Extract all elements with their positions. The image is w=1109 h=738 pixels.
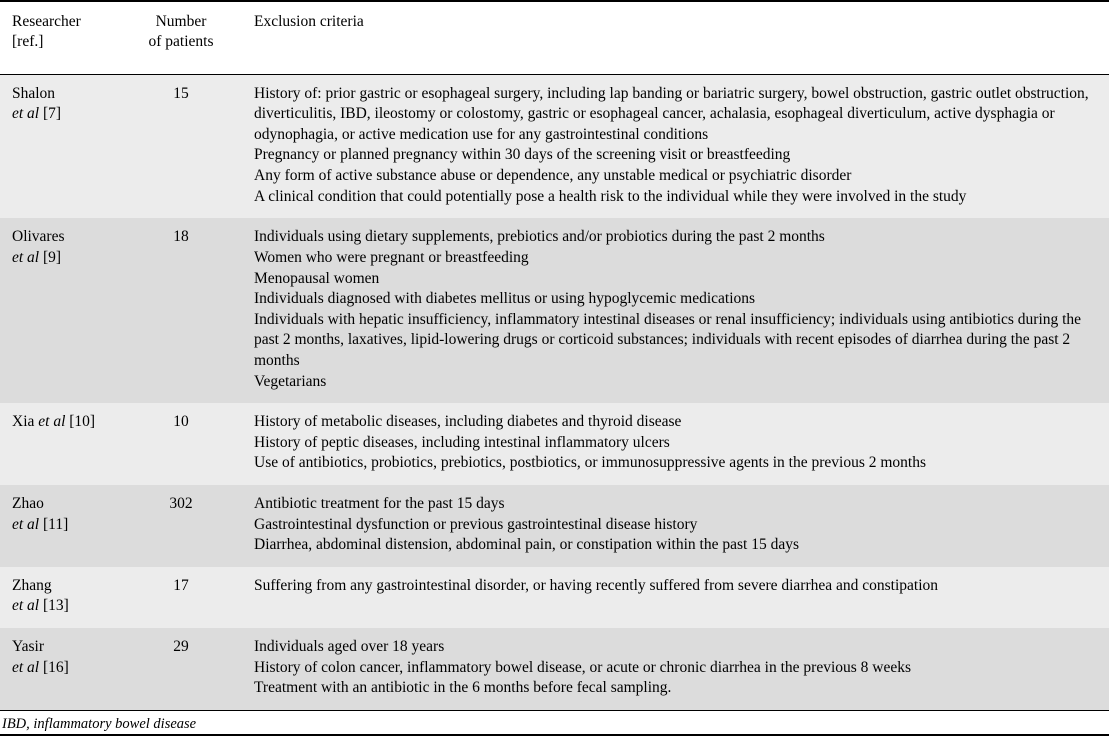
column-header-number [128, 1, 240, 74]
table-header-row [0, 1, 1109, 74]
table-body [0, 74, 1109, 710]
table-header [0, 1, 1109, 74]
researcher-ref: et al [7] [12, 105, 62, 123]
criteria-line: Individuals using dietary supplements, prebiotics and/or probiotics during the past 2 months [254, 228, 825, 246]
cell-researcher [0, 218, 128, 403]
cell-exclusion-criteria [240, 218, 1109, 403]
criteria-line: Gastrointestinal dysfunction or previous gastrointestinal disease history [254, 515, 698, 533]
cell-researcher [0, 74, 128, 218]
criteria-line: Use of antibiotics, probiotics, prebiotics, postbiotics, or immunosuppressive agents in the previous 2 months [254, 454, 927, 472]
criteria-line: Individuals with hepatic insufficiency, inflammatory intestinal diseases or renal insufficiency; individuals using antibiotics during the past 2 months, laxatives, lipid-lowering drugs or corticoid substances; individuals with recent episodes of diarrhea during the past 2 months [254, 310, 1082, 369]
table-row [0, 74, 1109, 218]
column-header-criteria-line1: Exclusion criteria [254, 13, 364, 30]
column-header-number-line1: Number [155, 13, 207, 30]
researcher-name: Xia [12, 413, 35, 431]
criteria-line: History of: prior gastric or esophageal surgery, including lap banding or bariatric surgery, bowel obstruction, gastric outlet obstruction, diverticulitis, IBD, ileostomy or colostomy, gastric or esophageal cancer, achalasia, esophageal diverticulum, active dysphagia or odynophagia, or active medication use for any gastrointestinal conditions [254, 84, 1089, 143]
table-row [0, 218, 1109, 403]
researcher-name: Shalon [12, 84, 56, 102]
criteria-line: A clinical condition that could potentially pose a health risk to the individual while they were involved in the study [254, 187, 967, 205]
criteria-line: Antibiotic treatment for the past 15 days [254, 495, 505, 513]
cell-exclusion-criteria [240, 74, 1109, 218]
column-header-number-line2: of patients [148, 32, 214, 50]
column-header-researcher-line1: Researcher [12, 13, 81, 30]
cell-exclusion-criteria [240, 567, 1109, 628]
researcher-name: Zhao [12, 495, 44, 513]
cell-number-of-patients: 18 [128, 218, 240, 403]
researcher-ref: et al [16] [12, 658, 69, 676]
researcher-ref: et al [9] [12, 248, 62, 266]
researcher-ref: et al [10] [38, 413, 96, 431]
researcher-ref: et al [13] [12, 597, 69, 615]
table-row [0, 403, 1109, 485]
criteria-line: Individuals diagnosed with diabetes mellitus or using hypoglycemic medications [254, 290, 756, 308]
criteria-line: History of colon cancer, inflammatory bowel disease, or acute or chronic diarrhea in the previous 8 weeks [254, 658, 912, 676]
table-row [0, 628, 1109, 710]
cell-exclusion-criteria [240, 628, 1109, 710]
criteria-line: Pregnancy or planned pregnancy within 30 days of the screening visit or breastfeeding [254, 146, 791, 164]
table-bottom-rule [0, 734, 1109, 736]
table-row [0, 567, 1109, 628]
criteria-line: Suffering from any gastrointestinal disorder, or having recently suffered from severe diarrhea and constipation [254, 576, 939, 594]
column-header-researcher-line2: [ref.] [12, 32, 44, 50]
criteria-line: Vegetarians [254, 372, 327, 390]
criteria-line: History of peptic diseases, including intestinal inflammatory ulcers [254, 433, 670, 451]
criteria-line: Any form of active substance abuse or dependence, any unstable medical or psychiatric disorder [254, 167, 852, 185]
criteria-line: Individuals aged over 18 years [254, 638, 445, 656]
researcher-name: Yasir [12, 638, 45, 656]
cell-number-of-patients: 29 [128, 628, 240, 710]
cell-researcher [0, 485, 128, 567]
criteria-line: Diarrhea, abdominal distension, abdominal pain, or constipation within the past 15 days [254, 536, 799, 554]
column-header-exclusion-criteria [240, 1, 1109, 74]
researcher-name: Olivares [12, 228, 65, 246]
researcher-ref: et al [11] [12, 515, 69, 533]
table-footnote: IBD, inflammatory bowel disease [2, 715, 197, 732]
cell-exclusion-criteria [240, 485, 1109, 567]
criteria-line: Women who were pregnant or breastfeeding [254, 248, 529, 266]
criteria-line: History of metabolic diseases, including diabetes and thyroid disease [254, 413, 682, 431]
criteria-line: Menopausal women [254, 269, 380, 287]
researcher-name: Zhang [12, 576, 52, 594]
table-row [0, 485, 1109, 567]
cell-researcher [0, 567, 128, 628]
cell-number-of-patients: 17 [128, 567, 240, 628]
cell-number-of-patients: 302 [128, 485, 240, 567]
criteria-line: Treatment with an antibiotic in the 6 months before fecal sampling. [254, 679, 672, 697]
cell-researcher [0, 628, 128, 710]
cell-researcher [0, 403, 128, 485]
cell-number-of-patients: 15 [128, 74, 240, 218]
cell-number-of-patients: 10 [128, 403, 240, 485]
cell-exclusion-criteria [240, 403, 1109, 485]
column-header-researcher [0, 1, 128, 74]
